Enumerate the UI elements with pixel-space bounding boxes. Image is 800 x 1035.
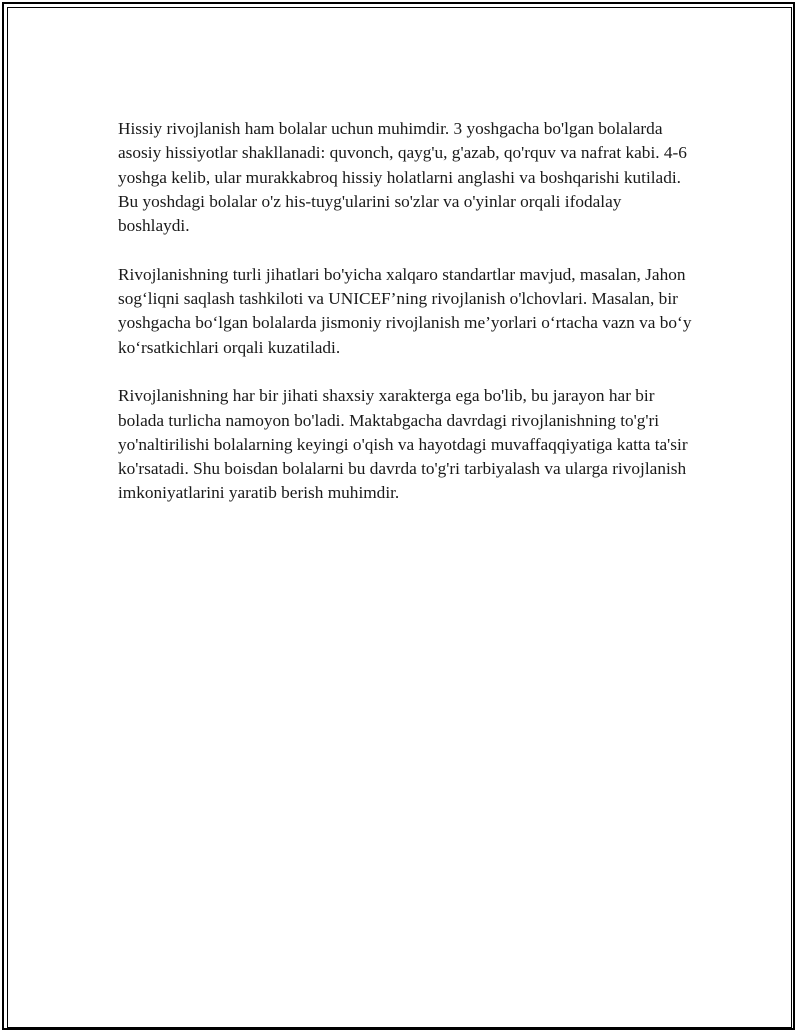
document-body xyxy=(118,117,693,530)
paragraph-international-standards: Rivojlanishning turli jihatlari bo'yicha xalqaro standartlar mavjud, masalan, Jahon sog‘liqni saqlash tashkiloti va UNICEF’ning rivojlanish o'lchovlari. Masalan, bir yoshgacha bo‘lgan bolalarda jismoniy rivojlanish me’yorlari o‘rtacha vazn va bo‘y ko‘rsatkichlari orqali kuzatiladi. xyxy=(118,264,692,357)
paragraph-emotional-development: Hissiy rivojlanish ham bolalar uchun muhimdir. 3 yoshgacha bo'lgan bolalarda asosiy hissiyotlar shakllanadi: quvonch, qayg'u, g'azab, qo'rquv va nafrat kabi. 4-6 yoshga kelib, ular murakkabroq hissiy holatlarni anglashi va boshqarishi kutiladi. Bu yoshdagi bolalar o'z his-tuyg'ularini so'zlar va o'yinlar orqali ifodalay boshlaydi. xyxy=(118,119,687,236)
paragraph-individual-development: Rivojlanishning har bir jihati shaxsiy xarakterga ega bo'lib, bu jarayon har bir bolada turlicha namoyon bo'ladi. Maktabgacha davrdagi rivojlanishning to'g'ri yo'naltirilishi bolalarning keyingi o'qish va hayotdagi muvaffaqqiyatiga katta ta'sir ko'rsatadi. Shu boisdan bolalarni bu davrda to'g'ri tarbiyalash va ularga rivojlanish imkoniyatlarini yaratib berish muhimdir. xyxy=(118,386,688,503)
